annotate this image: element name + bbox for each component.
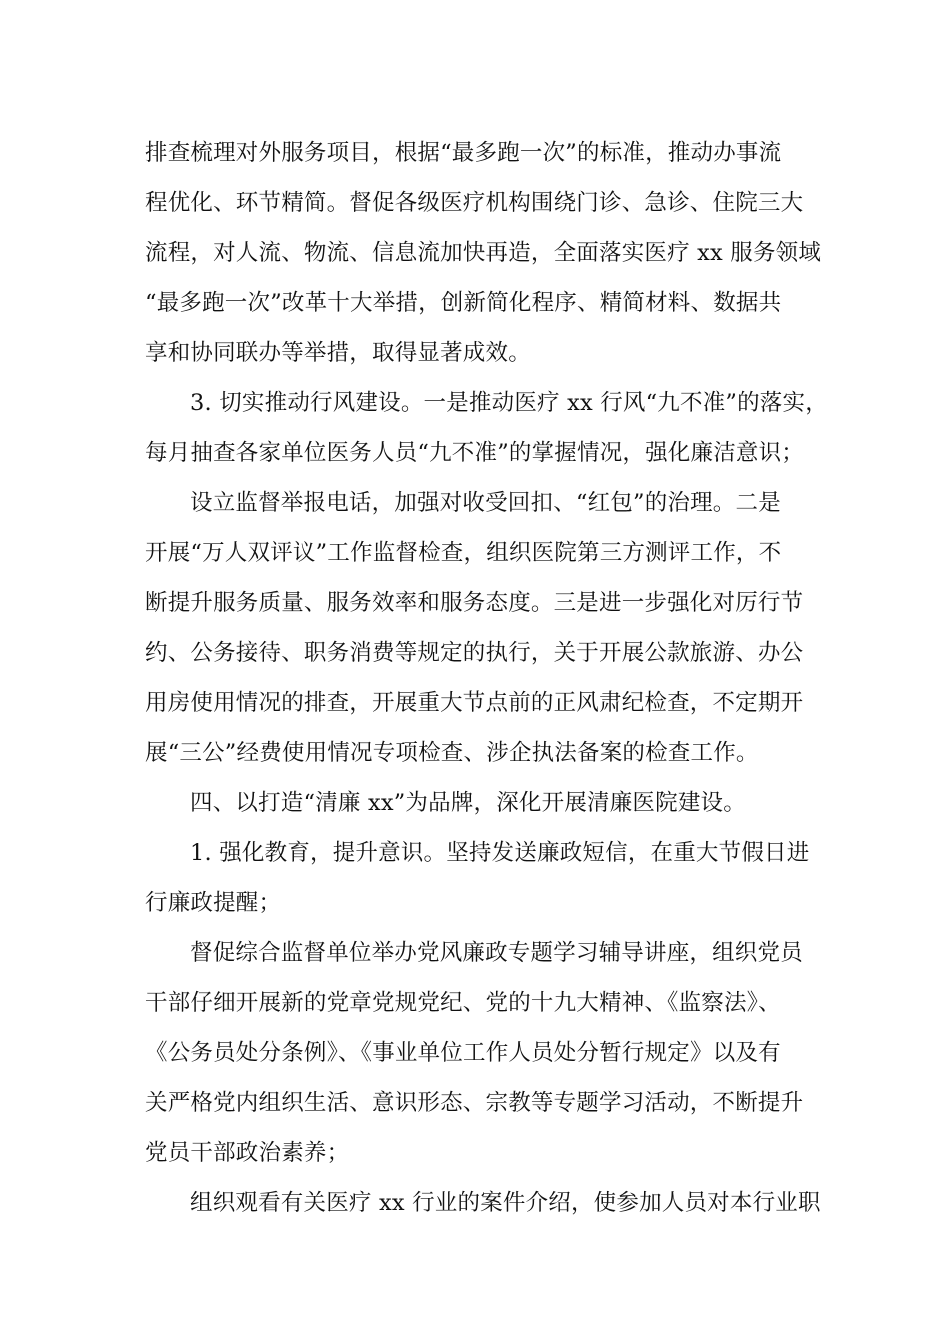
text-line: 设立监督举报电话，加强对收受回扣、“红包”的治理。二是 xyxy=(190,490,781,516)
text-line: 排查梳理对外服务项目，根据“最多跑一次”的标准，推动办事流 xyxy=(145,140,782,166)
text-line: 3. 切实推动行风建设。一是推动医疗 xx 行风“九不准”的落实， xyxy=(190,390,828,416)
text-line: 关严格党内组织生活、意识形态、宗教等专题学习活动，不断提升 xyxy=(145,1090,804,1116)
text-line: 《公务员处分条例》、《事业单位工作人员处分暂行规定》以及有 xyxy=(145,1040,781,1066)
text-line: 流程，对人流、物流、信息流加快再造，全面落实医疗 xx 服务领域 xyxy=(145,240,822,266)
text-line: 断提升服务质量、服务效率和服务态度。三是进一步强化对厉行节 xyxy=(145,590,804,616)
text-line: 督促综合监督单位举办党风廉政专题学习辅导讲座，组织党员 xyxy=(190,940,803,966)
text-line: “最多跑一次”改革十大举措，创新简化程序、精简材料、数据共 xyxy=(145,290,782,316)
text-line: 用房使用情况的排查，开展重大节点前的正风肃纪检查，不定期开 xyxy=(145,690,804,716)
body-text xyxy=(145,128,828,1228)
text-line: 开展“万人双评议”工作监督检查，组织医院第三方测评工作，不 xyxy=(145,540,782,566)
text-line: 约、公务接待、职务消费等规定的执行，关于开展公款旅游、办公 xyxy=(145,640,804,666)
text-line: 党员干部政治素养； xyxy=(145,1140,350,1166)
text-line: 干部仔细开展新的党章党规党纪、党的十九大精神、《监察法》、 xyxy=(145,990,781,1016)
text-line: 程优化、环节精简。督促各级医疗机构围绕门诊、急诊、住院三大 xyxy=(145,190,804,216)
section-heading: 四、以打造“清廉 xx”为品牌，深化开展清廉医院建设。 xyxy=(190,790,746,816)
text-line: 行廉政提醒； xyxy=(145,890,282,916)
text-line: 享和协同联办等举措，取得显著成效。 xyxy=(145,340,531,366)
text-line: 展“三公”经费使用情况专项检查、涉企执法备案的检查工作。 xyxy=(145,740,759,766)
text-line: 每月抽查各家单位医务人员“九不准”的掌握情况，强化廉洁意识； xyxy=(145,440,805,466)
text-line: 组织观看有关医疗 xx 行业的案件介绍，使参加人员对本行业职 xyxy=(190,1190,821,1216)
text-line: 1. 强化教育，提升意识。坚持发送廉政短信，在重大节假日进 xyxy=(190,840,810,866)
